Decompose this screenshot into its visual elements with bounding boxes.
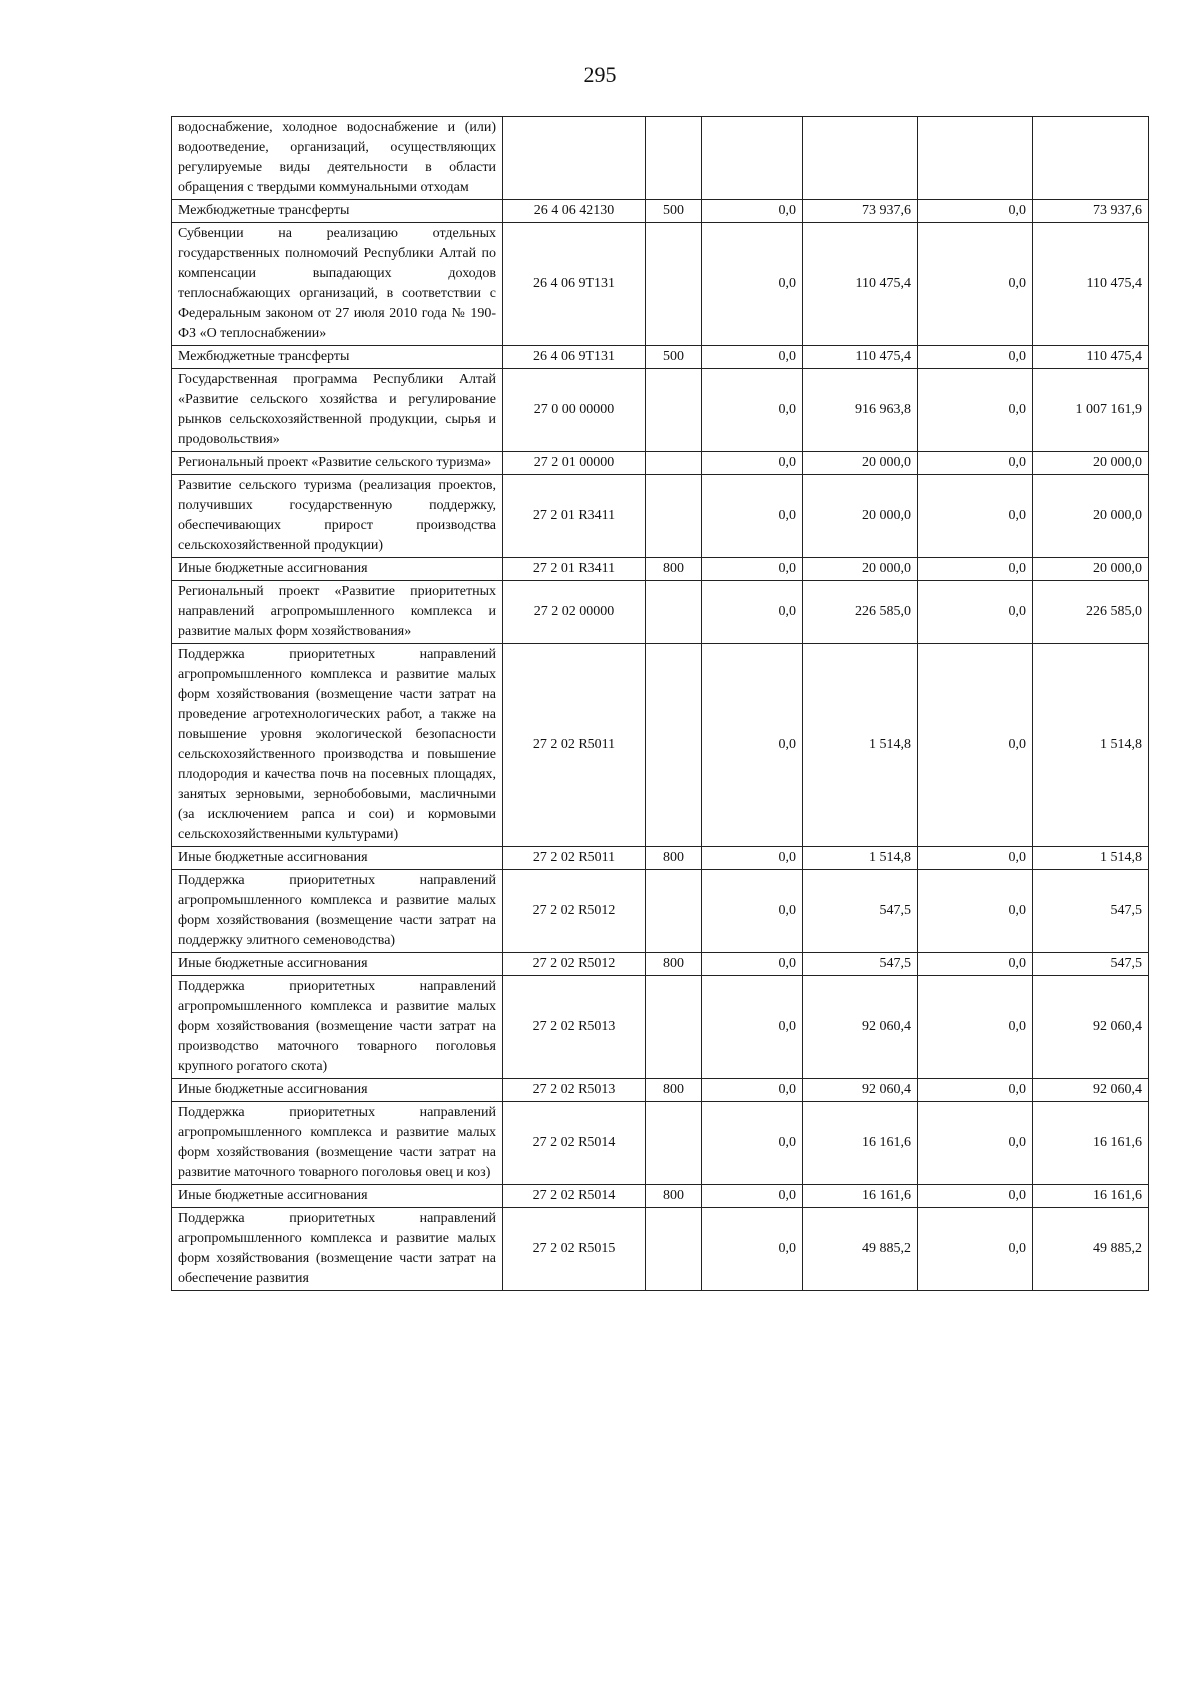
row-name: Поддержка приоритетных направлений агропромышленного комплекса и развитие малых форм хозяйствования (возмещение части затрат на обеспечение развития	[172, 1208, 503, 1291]
table-row	[172, 976, 1149, 1079]
row-name: водоснабжение, холодное водоснабжение и (или) водоотведение, организаций, осуществляющих регулируемые виды деятельности в области обращения с твердыми коммунальными отходам	[172, 117, 503, 200]
row-value-4: 16 161,6	[1033, 1102, 1149, 1185]
row-name: Региональный проект «Развитие сельского туризма»	[172, 452, 503, 475]
row-value-1: 0,0	[702, 976, 803, 1079]
row-value-1: 0,0	[702, 1102, 803, 1185]
row-value-4: 16 161,6	[1033, 1185, 1149, 1208]
row-value-3: 0,0	[918, 1102, 1033, 1185]
row-expense-type	[646, 1208, 702, 1291]
row-expense-type: 800	[646, 1079, 702, 1102]
row-value-2: 547,5	[803, 953, 918, 976]
row-name: Поддержка приоритетных направлений агропромышленного комплекса и развитие малых форм хозяйствования (возмещение части затрат на поддержку элитного семеноводства)	[172, 870, 503, 953]
row-value-4: 547,5	[1033, 870, 1149, 953]
row-value-2: 110 475,4	[803, 223, 918, 346]
table-row	[172, 1185, 1149, 1208]
row-expense-type: 800	[646, 558, 702, 581]
row-value-1: 0,0	[702, 644, 803, 847]
row-code: 27 2 02 R5011	[503, 644, 646, 847]
table-row	[172, 847, 1149, 870]
row-value-3: 0,0	[918, 223, 1033, 346]
row-code: 27 2 02 R5013	[503, 976, 646, 1079]
table-row	[172, 452, 1149, 475]
table-row	[172, 581, 1149, 644]
row-value-3	[918, 117, 1033, 200]
row-expense-type	[646, 581, 702, 644]
row-value-3: 0,0	[918, 870, 1033, 953]
row-value-1: 0,0	[702, 200, 803, 223]
row-value-3: 0,0	[918, 369, 1033, 452]
row-value-3: 0,0	[918, 200, 1033, 223]
row-value-2	[803, 117, 918, 200]
row-value-4: 92 060,4	[1033, 976, 1149, 1079]
row-expense-type	[646, 475, 702, 558]
row-code: 27 2 02 R5015	[503, 1208, 646, 1291]
table-row	[172, 870, 1149, 953]
row-code: 27 2 02 R5013	[503, 1079, 646, 1102]
row-value-2: 226 585,0	[803, 581, 918, 644]
row-value-2: 92 060,4	[803, 1079, 918, 1102]
row-value-2: 49 885,2	[803, 1208, 918, 1291]
row-name: Поддержка приоритетных направлений агропромышленного комплекса и развитие малых форм хозяйствования (возмещение части затрат на производство маточного товарного поголовья крупного рогатого скота)	[172, 976, 503, 1079]
row-value-4: 226 585,0	[1033, 581, 1149, 644]
row-value-1	[702, 117, 803, 200]
row-name: Иные бюджетные ассигнования	[172, 1079, 503, 1102]
row-code: 27 2 02 R5014	[503, 1102, 646, 1185]
row-value-1: 0,0	[702, 1079, 803, 1102]
table-body	[172, 117, 1149, 1291]
row-code	[503, 117, 646, 200]
row-value-4: 1 514,8	[1033, 847, 1149, 870]
row-value-4: 92 060,4	[1033, 1079, 1149, 1102]
table-row	[172, 117, 1149, 200]
table-row	[172, 1208, 1149, 1291]
row-value-3: 0,0	[918, 953, 1033, 976]
row-value-4: 110 475,4	[1033, 346, 1149, 369]
row-value-3: 0,0	[918, 1208, 1033, 1291]
row-value-1: 0,0	[702, 581, 803, 644]
row-name: Субвенции на реализацию отдельных государственных полномочий Республики Алтай по компенсации выпадающих доходов теплоснабжающих организаций, в соответствии с Федеральным законом от 27 июля 2010 года № 190-ФЗ «О теплоснабжении»	[172, 223, 503, 346]
table-row	[172, 475, 1149, 558]
row-value-1: 0,0	[702, 475, 803, 558]
budget-table	[171, 116, 1149, 1291]
row-value-4: 1 514,8	[1033, 644, 1149, 847]
row-value-3: 0,0	[918, 1185, 1033, 1208]
row-code: 27 2 01 00000	[503, 452, 646, 475]
page-number: 295	[583, 62, 617, 87]
row-expense-type: 500	[646, 346, 702, 369]
row-value-2: 20 000,0	[803, 452, 918, 475]
row-value-2: 16 161,6	[803, 1185, 918, 1208]
row-value-1: 0,0	[702, 847, 803, 870]
row-value-4: 20 000,0	[1033, 452, 1149, 475]
row-expense-type: 800	[646, 847, 702, 870]
row-code: 27 2 01 R3411	[503, 558, 646, 581]
row-value-3: 0,0	[918, 558, 1033, 581]
row-value-1: 0,0	[702, 953, 803, 976]
row-value-2: 110 475,4	[803, 346, 918, 369]
row-value-3: 0,0	[918, 452, 1033, 475]
row-value-1: 0,0	[702, 1185, 803, 1208]
row-name: Межбюджетные трансферты	[172, 200, 503, 223]
row-code: 27 2 02 R5014	[503, 1185, 646, 1208]
row-value-4	[1033, 117, 1149, 200]
row-code: 27 2 02 R5012	[503, 953, 646, 976]
row-value-4: 49 885,2	[1033, 1208, 1149, 1291]
row-name: Развитие сельского туризма (реализация проектов, получивших государственную поддержку, обеспечивающих прирост производства сельскохозяйственной продукции)	[172, 475, 503, 558]
row-expense-type: 800	[646, 953, 702, 976]
row-value-1: 0,0	[702, 346, 803, 369]
row-expense-type	[646, 870, 702, 953]
row-expense-type	[646, 452, 702, 475]
row-expense-type	[646, 644, 702, 847]
row-code: 26 4 06 9Т131	[503, 223, 646, 346]
row-code: 27 0 00 00000	[503, 369, 646, 452]
table-row	[172, 558, 1149, 581]
row-value-1: 0,0	[702, 452, 803, 475]
row-code: 26 4 06 42130	[503, 200, 646, 223]
row-value-2: 1 514,8	[803, 644, 918, 847]
row-value-2: 20 000,0	[803, 558, 918, 581]
row-value-3: 0,0	[918, 847, 1033, 870]
table-row	[172, 223, 1149, 346]
table-row	[172, 200, 1149, 223]
row-value-3: 0,0	[918, 581, 1033, 644]
row-value-3: 0,0	[918, 976, 1033, 1079]
row-value-2: 20 000,0	[803, 475, 918, 558]
row-value-1: 0,0	[702, 369, 803, 452]
table-row	[172, 1079, 1149, 1102]
row-name: Поддержка приоритетных направлений агропромышленного комплекса и развитие малых форм хозяйствования (возмещение части затрат на развитие маточного товарного поголовья овец и коз)	[172, 1102, 503, 1185]
row-name: Иные бюджетные ассигнования	[172, 1185, 503, 1208]
row-expense-type	[646, 223, 702, 346]
row-value-4: 73 937,6	[1033, 200, 1149, 223]
row-value-1: 0,0	[702, 870, 803, 953]
table-row	[172, 346, 1149, 369]
row-expense-type	[646, 976, 702, 1079]
row-value-2: 92 060,4	[803, 976, 918, 1079]
row-value-2: 916 963,8	[803, 369, 918, 452]
table-row	[172, 1102, 1149, 1185]
row-expense-type	[646, 117, 702, 200]
row-value-3: 0,0	[918, 1079, 1033, 1102]
row-value-2: 73 937,6	[803, 200, 918, 223]
row-code: 27 2 01 R3411	[503, 475, 646, 558]
row-name: Иные бюджетные ассигнования	[172, 847, 503, 870]
row-value-4: 110 475,4	[1033, 223, 1149, 346]
row-code: 26 4 06 9Т131	[503, 346, 646, 369]
row-name: Региональный проект «Развитие приоритетных направлений агропромышленного комплекса и развитие малых форм хозяйствования»	[172, 581, 503, 644]
row-expense-type: 500	[646, 200, 702, 223]
row-value-4: 1 007 161,9	[1033, 369, 1149, 452]
row-value-4: 20 000,0	[1033, 475, 1149, 558]
row-value-3: 0,0	[918, 475, 1033, 558]
row-value-1: 0,0	[702, 223, 803, 346]
table-row	[172, 953, 1149, 976]
row-name: Иные бюджетные ассигнования	[172, 953, 503, 976]
row-name: Поддержка приоритетных направлений агропромышленного комплекса и развитие малых форм хозяйствования (возмещение части затрат на проведение агротехнологических работ, а также на повышение уровня экологической безопасности сельскохозяйственного производства и повышение плодородия и качества почв на посевных площадях, занятых зерновыми, зернобобовыми, масличными (за исключением рапса и сои) и кормовыми сельскохозяйственными культурами)	[172, 644, 503, 847]
row-code: 27 2 02 R5012	[503, 870, 646, 953]
row-expense-type: 800	[646, 1185, 702, 1208]
row-code: 27 2 02 00000	[503, 581, 646, 644]
row-name: Государственная программа Республики Алтай «Развитие сельского хозяйства и регулирование рынков сельскохозяйственной продукции, сырья и продовольствия»	[172, 369, 503, 452]
table-row	[172, 644, 1149, 847]
row-value-1: 0,0	[702, 558, 803, 581]
row-value-2: 1 514,8	[803, 847, 918, 870]
table-row	[172, 369, 1149, 452]
row-value-3: 0,0	[918, 346, 1033, 369]
row-value-2: 16 161,6	[803, 1102, 918, 1185]
row-name: Иные бюджетные ассигнования	[172, 558, 503, 581]
row-name: Межбюджетные трансферты	[172, 346, 503, 369]
row-expense-type	[646, 1102, 702, 1185]
row-value-3: 0,0	[918, 644, 1033, 847]
row-value-4: 547,5	[1033, 953, 1149, 976]
row-value-2: 547,5	[803, 870, 918, 953]
row-value-4: 20 000,0	[1033, 558, 1149, 581]
row-value-1: 0,0	[702, 1208, 803, 1291]
row-code: 27 2 02 R5011	[503, 847, 646, 870]
row-expense-type	[646, 369, 702, 452]
